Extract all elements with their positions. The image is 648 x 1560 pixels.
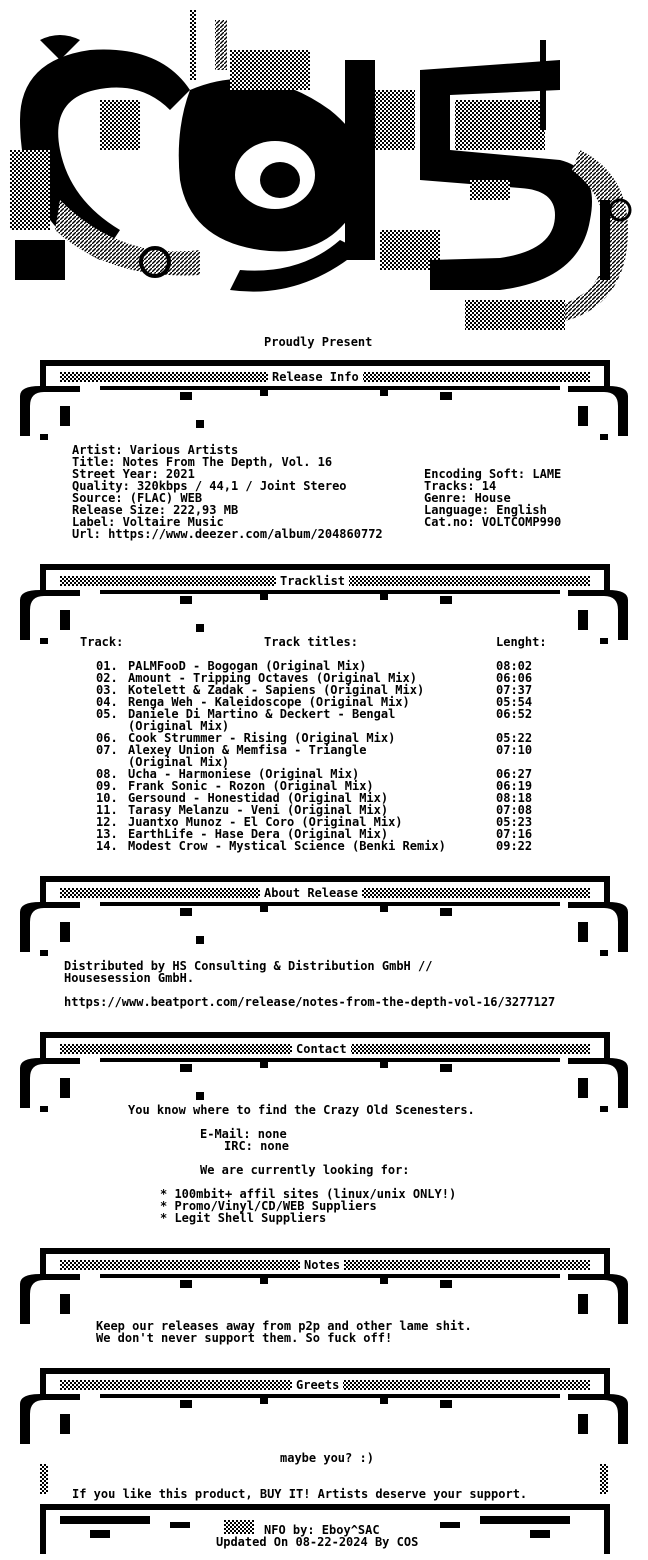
info-quality: Quality: 320kbps / 44,1 / Joint Stereo <box>72 479 347 493</box>
track-number: 07. <box>96 743 118 757</box>
track-length: 07:37 <box>496 683 533 697</box>
about-line-1: Distributed by HS Consulting & Distribution GmbH // <box>64 959 433 973</box>
info-source: Source: (FLAC) WEB <box>72 491 203 505</box>
track-length: 08:18 <box>496 791 533 805</box>
track-title-continued: (Original Mix) <box>128 755 230 769</box>
info-encoder: Encoding Soft: LAME <box>424 467 562 481</box>
track-length: 06:27 <box>496 767 533 781</box>
track-number: 14. <box>96 839 118 853</box>
track-title: Juantxo Munoz - El Coro (Original Mix) <box>128 815 403 829</box>
section-title-about: About Release <box>260 886 362 900</box>
track-title: Renga Weh - Kaleidoscope (Original Mix) <box>128 695 410 709</box>
track-title-continued: (Original Mix) <box>128 719 230 733</box>
track-length: 05:22 <box>496 731 533 745</box>
section-title-greets: Greets <box>292 1378 343 1392</box>
track-length: 06:19 <box>496 779 533 793</box>
col-track: Track: <box>80 635 124 649</box>
about-url: https://www.beatport.com/release/notes-from-the-depth-vol-16/3277127 <box>64 995 556 1009</box>
track-number: 06. <box>96 731 118 745</box>
track-number: 10. <box>96 791 118 805</box>
track-length: 06:52 <box>496 707 533 721</box>
track-number: 09. <box>96 779 118 793</box>
track-title: Amount - Tripping Octaves (Original Mix) <box>128 671 417 685</box>
track-number: 02. <box>96 671 118 685</box>
buy-it-notice: If you like this product, BUY IT! Artists deserve your support. <box>72 1487 528 1501</box>
section-title-release-info: Release Info <box>268 370 363 384</box>
track-number: 01. <box>96 659 118 673</box>
track-number: 04. <box>96 695 118 709</box>
contact-irc: IRC: none <box>224 1139 290 1153</box>
track-title: Daniele Di Martino & Deckert - Bengal <box>128 707 396 721</box>
contact-email: E-Mail: none <box>200 1127 287 1141</box>
contact-item-2: * Promo/Vinyl/CD/WEB Suppliers <box>160 1199 377 1213</box>
info-genre: Genre: House <box>424 491 511 505</box>
info-catno: Cat.no: VOLTCOMP990 <box>424 515 562 529</box>
notes-line-1: Keep our releases away from p2p and other lame shit. <box>96 1319 472 1333</box>
track-number: 13. <box>96 827 118 841</box>
greets-line: maybe you? :) <box>280 1451 374 1465</box>
info-url: Url: https://www.deezer.com/album/204860772 <box>72 527 383 541</box>
info-language: Language: English <box>424 503 547 517</box>
track-number: 03. <box>96 683 118 697</box>
track-title: Alexey Union & Memfisa - Triangle <box>128 743 367 757</box>
track-length: 07:08 <box>496 803 533 817</box>
contact-looking: We are currently looking for: <box>200 1163 410 1177</box>
track-title: Cook Strummer - Rising (Original Mix) <box>128 731 396 745</box>
updated-credit: Updated On 08-22-2024 By COS <box>216 1535 419 1549</box>
track-title: Modest Crow - Mystical Science (Benki Remix) <box>128 839 446 853</box>
track-title: Gersound - Honestidad (Original Mix) <box>128 791 389 805</box>
track-number: 05. <box>96 707 118 721</box>
contact-intro: You know where to find the Crazy Old Scenesters. <box>128 1103 475 1117</box>
track-length: 05:54 <box>496 695 533 709</box>
track-length: 05:23 <box>496 815 533 829</box>
track-length: 08:02 <box>496 659 533 673</box>
info-artist: Artist: Various Artists <box>72 443 239 457</box>
track-length: 06:06 <box>496 671 533 685</box>
info-year: Street Year: 2021 <box>72 467 195 481</box>
contact-item-1: * 100mbit+ affil sites (linux/unix ONLY!) <box>160 1187 457 1201</box>
track-number: 08. <box>96 767 118 781</box>
nfo-credit: NFO by: Eboy^SAC <box>264 1523 380 1537</box>
track-title: EarthLife - Hase Dera (Original Mix) <box>128 827 389 841</box>
track-title: Tarasy Melanzu - Veni (Original Mix) <box>128 803 389 817</box>
contact-item-3: * Legit Shell Suppliers <box>160 1211 327 1225</box>
intro-text: Proudly Present <box>264 335 373 349</box>
info-size: Release Size: 222,93 MB <box>72 503 239 517</box>
info-title: Title: Notes From The Depth, Vol. 16 <box>72 455 333 469</box>
about-line-2: Housesession GmbH. <box>64 971 195 985</box>
notes-line-2: We don't never support them. So fuck off! <box>96 1331 393 1345</box>
track-title: PALMFooD - Bogogan (Original Mix) <box>128 659 367 673</box>
col-titles: Track titles: <box>264 635 358 649</box>
info-tracks: Tracks: 14 <box>424 479 497 493</box>
track-length: 07:10 <box>496 743 533 757</box>
section-title-notes: Notes <box>300 1258 344 1272</box>
track-length: 09:22 <box>496 839 533 853</box>
section-title-tracklist: Tracklist <box>276 574 349 588</box>
cos-ascii-logo <box>0 0 648 340</box>
track-title: Ucha - Harmoniese (Original Mix) <box>128 767 360 781</box>
track-title: Kotelett & Zadak - Sapiens (Original Mix) <box>128 683 425 697</box>
track-number: 11. <box>96 803 118 817</box>
track-length: 07:16 <box>496 827 533 841</box>
track-number: 12. <box>96 815 118 829</box>
track-title: Frank Sonic - Rozon (Original Mix) <box>128 779 374 793</box>
info-label: Label: Voltaire Music <box>72 515 224 529</box>
col-length: Lenght: <box>496 635 547 649</box>
section-title-contact: Contact <box>292 1042 351 1056</box>
